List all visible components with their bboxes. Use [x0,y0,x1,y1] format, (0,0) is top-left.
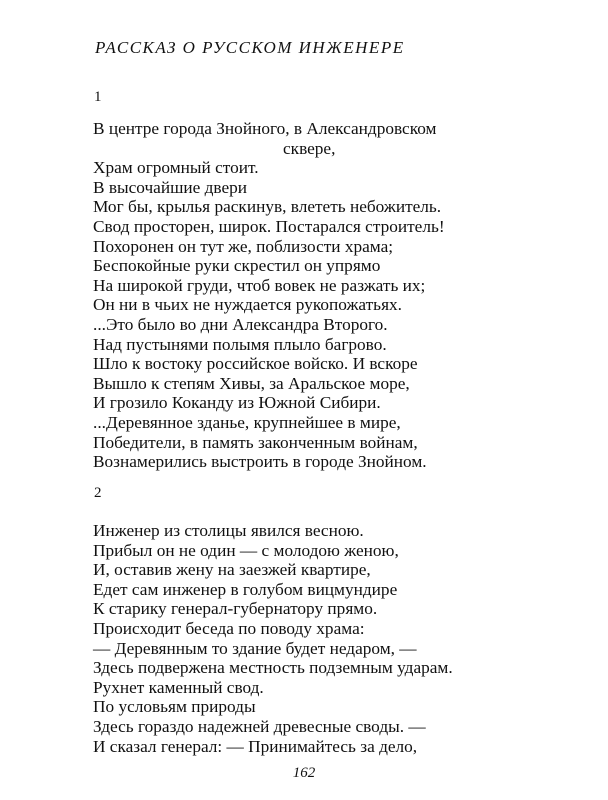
verse-line: К старику генерал-губернатору прямо. [93,599,378,619]
verse-line: Здесь гораздо надежней древесные своды. — [93,716,426,736]
verse-line: Рухнет каменный свод. [93,677,264,697]
verse-line: В центре города Знойного, в Александровском [93,119,437,138]
verse-line: Происходит беседа по поводу храма: [93,618,365,638]
verse-line: ...Это было во дни Александра Второго. [93,314,388,334]
verse-line: Мог бы, крылья раскинув, влететь небожитель. [93,197,442,217]
verse-line: — Деревянным то здание будет недаром, — [93,638,417,658]
verse-line: Здесь подвержена местность подземным ударам. [93,658,453,678]
verse-line: Инженер из столицы явился весною. [93,521,364,540]
verse-line: Едет сам инженер в голубом вицмундире [93,579,398,599]
verse-line: И грозило Коканду из Южной Сибири. [93,393,381,413]
verse-line: Победители, в память законченным войнам, [93,432,418,452]
verse-line: ...Деревянное зданье, крупнейшее в мире, [93,412,401,432]
verse-line: И сказал генерал: — Принимайтесь за дело, [93,736,418,756]
verse-line: И, оставив жену на заезжей квартире, [93,560,371,580]
stanza-1 [93,119,533,472]
verse-line: В высочайшие двери [93,177,248,197]
verse-line: Храм огромный стоит. [93,158,259,178]
poem-title: РАССКАЗ О РУССКОМ ИНЖЕНЕРЕ [95,38,405,57]
verse-line: На широкой груди, чтоб вовек не разжать их; [93,275,426,295]
verse-line: Прибыл он не один — с молодою женою, [93,540,399,560]
section-number-1: 1 [94,89,102,105]
verse-line: Похоронен он тут же, поблизости храма; [93,236,394,256]
verse-line: Над пустынями полымя плыло багрово. [93,334,387,354]
verse-line: Беспокойные руки скрестил он упрямо [93,256,381,276]
section-number-2: 2 [94,485,102,501]
page-number: 162 [292,765,316,781]
verse-line: Он ни в чьих не нуждается рукопожатьях. [93,295,402,315]
verse-line: Вознамерились выстроить в городе Знойном. [93,452,427,472]
stanza-2 [93,521,533,756]
verse-line: Шло к востоку российское войско. И вскоре [93,354,418,374]
verse-line: Вышло к степям Хивы, за Аральское море, [93,373,410,393]
verse-line: Свод просторен, широк. Постарался строитель! [93,216,445,236]
verse-line: По условьям природы [93,697,256,717]
verse-line-continuation: сквере, [283,138,336,158]
